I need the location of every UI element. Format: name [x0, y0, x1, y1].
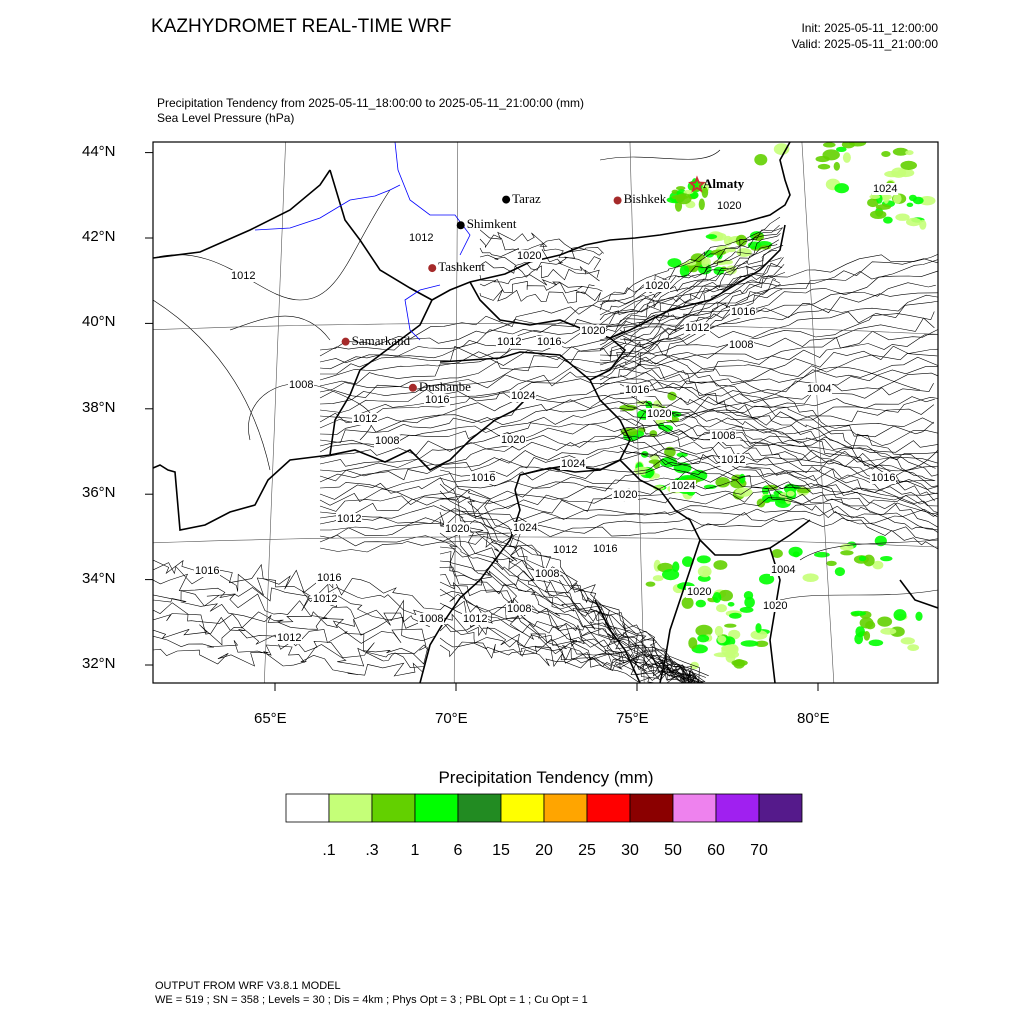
isobar-value-label: 1016: [625, 384, 650, 396]
legend-swatch: [329, 794, 372, 822]
legend-threshold-label: .1: [322, 842, 336, 859]
precip-cell: [859, 556, 866, 561]
city-label: Shimkent: [466, 216, 517, 232]
legend-swatch: [673, 794, 716, 822]
precip-cell: [690, 662, 699, 669]
precip-cell: [706, 234, 717, 239]
isobar-value-label: 1012: [463, 613, 488, 625]
precip-cell: [805, 132, 816, 140]
precip-cell: [697, 555, 711, 563]
isobar-value-label: 1012: [685, 322, 710, 334]
city-dot-marker: [409, 384, 417, 392]
valid-time: Valid: 2025-05-11_21:00:00: [791, 37, 938, 51]
legend-swatch: [544, 794, 587, 822]
isobar-value-label: 1008: [419, 613, 444, 625]
legend-swatch: [501, 794, 544, 822]
precip-cell: [676, 193, 692, 204]
lat-label: 40°N: [82, 313, 116, 331]
city-label: Almaty: [703, 175, 745, 191]
precip-cell: [818, 164, 830, 170]
isobar-value-label: 1016: [593, 543, 618, 555]
precip-cell: [893, 194, 902, 204]
precip-cell: [814, 552, 830, 558]
precip-cell: [729, 613, 742, 619]
precip-cell: [711, 250, 726, 256]
slp-field-label: Sea Level Pressure (hPa): [157, 111, 295, 125]
legend-swatch: [458, 794, 501, 822]
precip-cell: [869, 194, 880, 199]
precip-cell: [876, 204, 891, 210]
isobar-value-label: 1012: [313, 593, 338, 605]
city-label: Taraz: [512, 190, 541, 206]
precip-cell: [646, 582, 656, 587]
legend-threshold-label: 25: [578, 842, 596, 859]
city-label: Dushanbe: [418, 378, 471, 394]
precip-cell: [787, 491, 795, 497]
precip-cell: [877, 617, 892, 627]
precip-cell: [748, 127, 761, 131]
model-config-line: WE = 519 ; SN = 358 ; Levels = 30 ; Dis = 4km ; Phys Opt = 3 ; PBL Opt = 1 ; Cu Opt = 1: [155, 994, 588, 1006]
isobar-value-label: 1016: [471, 472, 496, 484]
precip-cell: [793, 551, 800, 557]
isobar-value-label: 1020: [445, 523, 470, 535]
precip-cell: [702, 569, 710, 577]
legend-threshold-label: 6: [453, 842, 463, 859]
precip-cell: [865, 621, 875, 629]
precip-cell: [713, 592, 722, 603]
precip-cell: [907, 203, 914, 207]
isobar-value-label: 1016: [871, 472, 896, 484]
precip-cell: [915, 612, 922, 621]
isobar-value-label: 1020: [645, 280, 670, 292]
precip-cell: [735, 488, 753, 497]
lon-label: 65°E: [254, 710, 287, 727]
precip-cell: [774, 143, 790, 155]
precip-cell: [835, 567, 845, 576]
isobar-value-label: 1008: [535, 568, 560, 580]
legend-threshold-label: 50: [664, 842, 682, 859]
precip-cell: [724, 624, 736, 628]
meridian-line: [968, 81, 1024, 764]
isobar-value-label: 1008: [711, 430, 736, 442]
legend-title: Precipitation Tendency (mm): [438, 768, 654, 787]
precip-cell: [900, 161, 917, 170]
city-label: Tashkent: [438, 259, 485, 275]
precip-cell: [843, 152, 851, 163]
isobar-value-label: 1004: [807, 383, 832, 395]
precip-field-label: Precipitation Tendency from 2025-05-11_18:00:00 to 2025-05-11_21:00:00 (mm): [157, 96, 584, 110]
precip-cell: [755, 623, 761, 633]
precip-cell: [744, 597, 755, 608]
city-label: Bishkek: [623, 191, 667, 207]
lat-label: 36°N: [82, 484, 116, 502]
precip-cell: [883, 217, 893, 224]
lon-label: 80°E: [797, 710, 830, 727]
precip-cell: [869, 640, 884, 647]
isobar-value-label: 1012: [231, 270, 256, 282]
precip-cell: [893, 125, 906, 135]
precip-cell: [826, 561, 837, 566]
precip-cell: [870, 210, 886, 219]
precip-cell: [728, 602, 735, 607]
legend-swatch: [716, 794, 759, 822]
lat-label: 32°N: [82, 655, 116, 672]
legend-threshold-label: 1: [410, 842, 420, 859]
precip-cell: [816, 156, 830, 162]
isobar-value-label: 1020: [501, 434, 526, 446]
precip-cell: [880, 556, 892, 561]
model-info: [155, 979, 588, 1007]
isobar-value-label: 1024: [511, 390, 536, 402]
lon-label: 70°E: [435, 710, 468, 727]
city-dot-marker: [428, 264, 436, 272]
precip-cell: [697, 635, 709, 643]
precip-cell: [894, 609, 907, 621]
precip-cell: [803, 573, 819, 582]
city-dot-marker: [614, 196, 622, 204]
precip-cell: [834, 162, 840, 171]
init-time: Init: 2025-05-11_12:00:00: [801, 21, 938, 35]
precip-cell: [653, 575, 664, 581]
isobar-value-label: 1024: [671, 480, 696, 492]
precip-cell: [907, 644, 919, 651]
precip-cell: [802, 134, 814, 138]
isobar-value-label: 1008: [507, 603, 532, 615]
precip-cell: [688, 637, 697, 649]
lat-label: 44°N: [82, 142, 116, 160]
precip-cell: [769, 132, 785, 140]
isobar-value-label: 1012: [277, 632, 302, 644]
legend-threshold-label: 30: [621, 842, 639, 859]
precip-cell: [899, 117, 916, 128]
model-line: OUTPUT FROM WRF V3.8.1 MODEL: [155, 980, 341, 992]
precip-cell: [699, 199, 705, 211]
map-background: [153, 142, 938, 683]
precip-cell: [849, 139, 866, 146]
city-dot-marker: [342, 338, 350, 346]
legend-threshold-label: 60: [707, 842, 725, 859]
legend-swatch: [415, 794, 458, 822]
isobar-value-label: 1016: [537, 336, 562, 348]
precip-cell: [823, 142, 836, 147]
legend-threshold-label: 15: [492, 842, 510, 859]
parallel-line: [0, 750, 1024, 766]
precip-cell: [715, 626, 723, 636]
isobar-value-label: 1012: [553, 544, 578, 556]
precip-cell: [864, 631, 871, 641]
isobar-value-label: 1004: [771, 564, 796, 576]
isobar-value-label: 1012: [337, 513, 362, 525]
isobar-value-label: 1020: [687, 586, 712, 598]
city-dot-marker: [457, 221, 465, 229]
legend-swatch: [372, 794, 415, 822]
city-label: Samarkand: [351, 332, 411, 348]
isobar-value-label: 1016: [731, 306, 756, 318]
isobar-value-label: 1012: [497, 336, 522, 348]
isobar-value-label: 1020: [581, 325, 606, 337]
lat-label: 38°N: [82, 398, 116, 416]
isobar-value-label: 1020: [763, 600, 788, 612]
isobar-value-label: 1016: [425, 394, 450, 406]
precip-cell: [834, 183, 849, 193]
legend-threshold-label: 70: [750, 842, 768, 859]
isobar-value-label: 1016: [195, 565, 220, 577]
lat-label: 42°N: [82, 228, 116, 245]
isobar-value-label: 1020: [613, 489, 638, 501]
city-dot-marker: [502, 196, 510, 204]
precip-cell: [696, 600, 706, 608]
precip-cell: [913, 197, 924, 205]
legend-swatch: [759, 794, 802, 822]
isobar-value-label: 1024: [873, 183, 898, 195]
precip-cell: [858, 130, 865, 135]
precip-legend: [286, 794, 802, 822]
precip-cell: [881, 151, 890, 157]
isobar-value-label: 1008: [729, 339, 754, 351]
precip-cell: [897, 169, 914, 177]
isobar-value-label: 1012: [721, 454, 746, 466]
precip-cell: [717, 636, 726, 644]
legend-threshold-label: .3: [365, 842, 379, 859]
isobar-value-label: 1008: [289, 379, 314, 391]
precip-cell: [865, 120, 877, 124]
isobar-value-label: 1012: [353, 413, 378, 425]
precip-cell: [682, 597, 694, 609]
precip-cell: [740, 607, 754, 613]
precip-cell: [893, 122, 900, 133]
precip-cell: [840, 550, 853, 555]
precip-cell: [754, 154, 767, 165]
isobar-value-label: 1024: [513, 522, 538, 534]
precip-cell: [739, 474, 745, 484]
precip-cell: [895, 214, 909, 221]
precip-cell: [836, 147, 847, 152]
isobar-value-label: 1012: [409, 232, 434, 244]
isobar-value-label: 1024: [561, 458, 586, 470]
isobar-value-label: 1008: [375, 435, 400, 447]
precip-cell: [851, 611, 867, 616]
precip-cell: [905, 150, 913, 155]
lat-label: 34°N: [82, 569, 116, 587]
precip-cell: [713, 560, 727, 570]
precip-cell: [901, 637, 915, 644]
legend-swatch: [587, 794, 630, 822]
precip-cell: [619, 405, 637, 411]
precip-cell: [724, 651, 739, 659]
isobar-value-label: 1020: [717, 200, 742, 212]
precip-cell: [767, 116, 777, 126]
legend-swatch: [286, 794, 329, 822]
precip-cell: [621, 428, 639, 436]
legend-swatch: [630, 794, 673, 822]
legend-threshold-label: 20: [535, 842, 553, 859]
precip-cell: [741, 640, 759, 646]
precip-cell: [733, 659, 745, 669]
precip-cell: [880, 628, 896, 635]
isobar-value-label: 1020: [647, 408, 672, 420]
precip-cell: [662, 569, 679, 580]
map-title: KAZHYDROMET REAL-TIME WRF: [151, 16, 452, 37]
lon-label: 75°E: [616, 710, 649, 727]
isobar-value-label: 1016: [317, 572, 342, 584]
parallel-line: [47, 110, 1006, 126]
precip-cell: [716, 604, 727, 612]
isobar-value-label: 1020: [517, 250, 542, 262]
precip-cell: [667, 258, 681, 267]
